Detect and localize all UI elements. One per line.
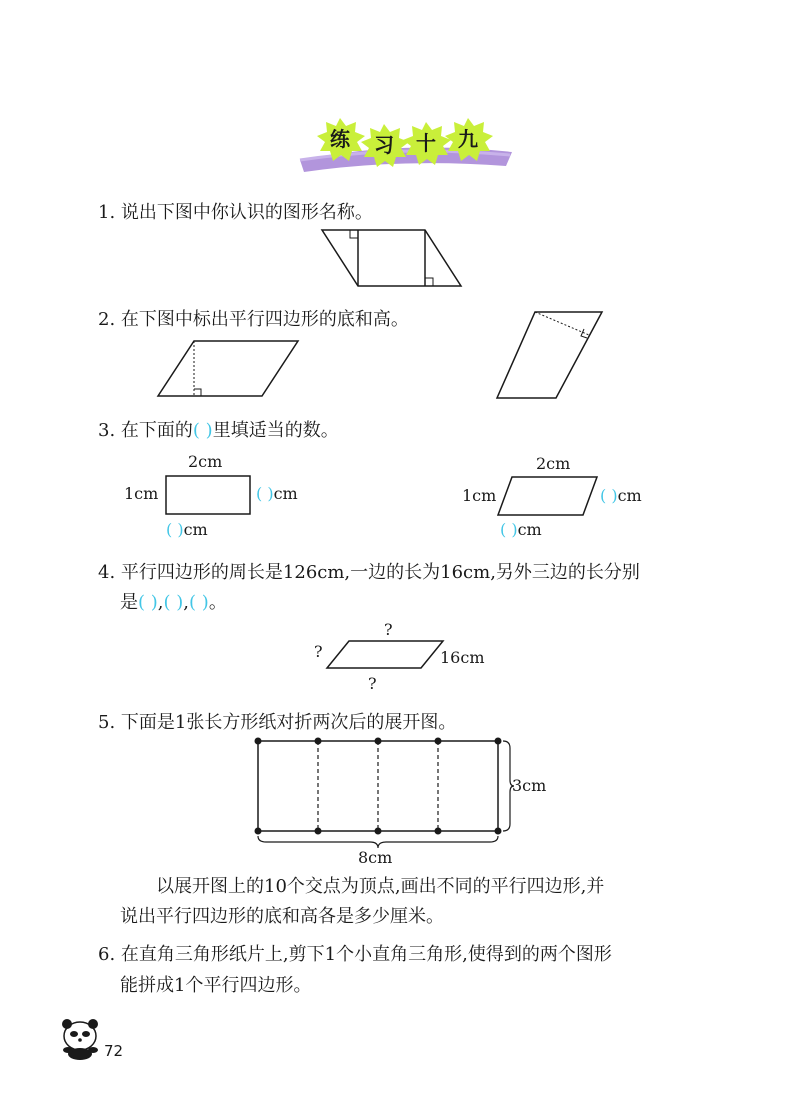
title-char-4: 九 xyxy=(458,127,478,151)
q3-parallelogram xyxy=(498,477,597,515)
question-text: 是 xyxy=(120,592,138,613)
unit-label: cm xyxy=(617,486,642,505)
q4-top-label: ? xyxy=(384,620,393,639)
question-text: 在直角三角形纸片上,剪下1个小直角三角形,使得到的两个图形 xyxy=(120,944,612,965)
unit-label: cm xyxy=(517,520,542,539)
q5-height-brace xyxy=(503,741,514,831)
panda-icon xyxy=(62,1019,98,1060)
answer-blank[interactable]: ( ) xyxy=(163,592,184,613)
title-char-1: 练 xyxy=(330,127,350,151)
answer-blank[interactable]: ( ) xyxy=(500,520,518,539)
page-number: 72 xyxy=(104,1042,124,1060)
unit-label: cm xyxy=(273,484,298,503)
question-number: 1. xyxy=(98,202,116,223)
question-5-para-line1: 以展开图上的10个交点为顶点,画出不同的平行四边形,并 xyxy=(156,876,605,897)
rect-top-label: 2cm xyxy=(188,452,223,471)
q4-parallelogram xyxy=(327,641,443,668)
question-text: 说出下图中你认识的图形名称。 xyxy=(120,202,373,223)
answer-blank[interactable]: ( ) xyxy=(166,520,184,539)
question-6-line2: 能拼成1个平行四边形。 xyxy=(120,975,312,996)
question-number: 3. xyxy=(98,420,116,441)
question-text: 下面是1张长方形纸对折两次后的展开图。 xyxy=(120,712,457,733)
q1-parallelogram xyxy=(322,230,461,286)
separator: , xyxy=(183,592,190,613)
q1-right-angle-mark xyxy=(350,230,358,238)
q5-height-label: 3cm xyxy=(512,776,547,795)
q5-unfolded-paper xyxy=(255,738,515,849)
answer-blank[interactable]: ( ) xyxy=(600,486,618,505)
question-text: 在下图中标出平行四边形的底和高。 xyxy=(120,309,409,330)
answer-blank[interactable]: ( ) xyxy=(138,592,158,613)
question-number: 5. xyxy=(98,712,116,733)
answer-blank[interactable]: ( ) xyxy=(192,420,213,441)
question-text-before: 在下面的 xyxy=(120,420,193,441)
q3-rectangle xyxy=(166,476,250,514)
title-char-2: 习 xyxy=(374,133,394,157)
para-left-label: 1cm xyxy=(462,486,497,505)
para-top-label: 2cm xyxy=(536,454,571,473)
question-text-after: 里填适当的数。 xyxy=(212,420,339,441)
answer-blank[interactable]: ( ) xyxy=(189,592,209,613)
q1-right-angle-mark xyxy=(425,278,433,286)
separator: 。 xyxy=(208,592,227,613)
q4-right-label: 16cm xyxy=(440,648,485,667)
q5-width-label: 8cm xyxy=(358,848,393,867)
question-number: 4. xyxy=(98,562,116,583)
rect-left-label: 1cm xyxy=(124,484,159,503)
q5-width-brace xyxy=(258,836,498,848)
answer-blank[interactable]: ( ) xyxy=(256,484,274,503)
title-char-3: 十 xyxy=(416,131,436,155)
q2-left-parallelogram xyxy=(158,341,298,396)
question-number: 6. xyxy=(98,944,116,965)
q4-bottom-label: ? xyxy=(368,674,377,693)
q4-left-label: ? xyxy=(314,642,323,661)
q2-right-parallelogram xyxy=(497,312,602,398)
question-number: 2. xyxy=(98,309,116,330)
q1-figure xyxy=(322,230,461,286)
question-text: 平行四边形的周长是126cm,一边的长为16cm,另外三边的长分别 xyxy=(120,562,640,583)
question-5-para-line2: 说出平行四边形的底和高各是多少厘米。 xyxy=(120,906,444,927)
separator: , xyxy=(157,592,164,613)
unit-label: cm xyxy=(183,520,208,539)
